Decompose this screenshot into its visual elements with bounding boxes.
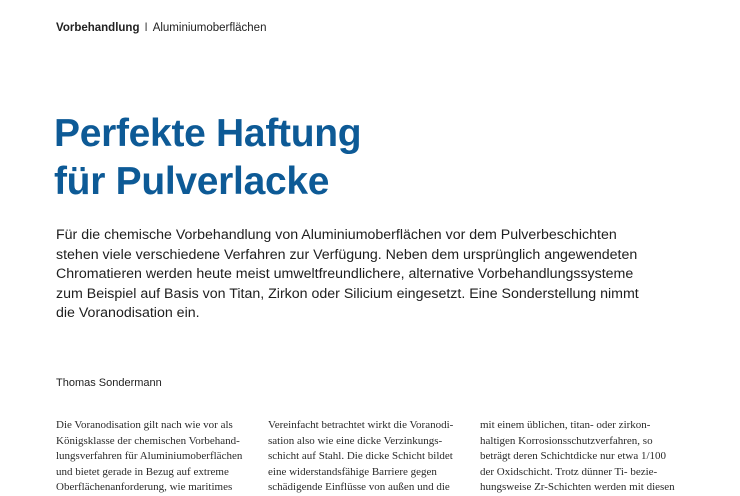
body-column-2 xyxy=(268,418,463,496)
body-line: hungsweise Zr-Schichten werden mit diesen xyxy=(480,481,675,494)
header-section: Vorbehandlung xyxy=(56,22,140,34)
body-line: und bietet gerade in Bezug auf extreme xyxy=(56,465,229,478)
lead-line: zum Beispiel auf Basis von Titan, Zirkon oder Silicium eingesetzt. Eine Sonderstellung nimmt xyxy=(56,285,639,302)
body-line: lungsverfahren für Aluminiumoberflächen xyxy=(56,450,243,463)
body-line: sation also wie eine dicke Verzinkungs- xyxy=(268,434,443,447)
body-line: Königsklasse der chemischen Vorbehand- xyxy=(56,434,240,447)
lead-line: Chromatieren werden heute meist umweltfreundlichere, alternative Vorbehandlungssysteme xyxy=(56,266,634,282)
author-byline: Thomas Sondermann xyxy=(56,377,162,389)
article-title xyxy=(54,110,361,206)
lead-paragraph xyxy=(56,226,706,324)
body-line: Oberflächenanforderung, wie maritimes xyxy=(56,481,233,494)
body-line: haltigen Korrosionsschutzverfahren, so xyxy=(480,434,653,447)
lead-line: stehen viele verschiedene Verfahren zur Verfügung. Neben dem ursprünglich angewendeten xyxy=(56,246,638,263)
header-separator: I xyxy=(144,22,148,34)
body-line: beträgt deren Schichtdicke nur etwa 1/100 xyxy=(480,450,667,463)
header-topic: Aluminiumoberflächen xyxy=(152,22,267,34)
body-line: mit einem üblichen, titan- oder zirkon- xyxy=(480,419,651,431)
lead-line: Für die chemische Vorbehandlung von Aluminiumoberflächen vor dem Pulverbeschichten xyxy=(56,227,617,243)
title-line: für Pulverlacke xyxy=(54,160,330,203)
body-line: Die Voranodisation gilt nach wie vor als xyxy=(56,419,233,431)
body-column-1 xyxy=(56,418,251,496)
body-line: schicht auf Stahl. Die dicke Schicht bildet xyxy=(268,450,453,463)
lead-line: die Voranodisation ein. xyxy=(56,305,200,321)
body-line: schädigende Einflüsse von außen und die xyxy=(268,481,450,494)
body-line: Vereinfacht betrachtet wirkt die Voranodi- xyxy=(268,419,454,431)
body-line: der Oxidschicht. Trotz dünner Ti- bezie- xyxy=(480,465,658,478)
body-line: eine widerstandsfähige Barriere gegen xyxy=(268,465,437,478)
running-header xyxy=(56,22,266,34)
body-column-3 xyxy=(480,418,675,496)
title-line: Perfekte Haftung xyxy=(54,112,362,155)
